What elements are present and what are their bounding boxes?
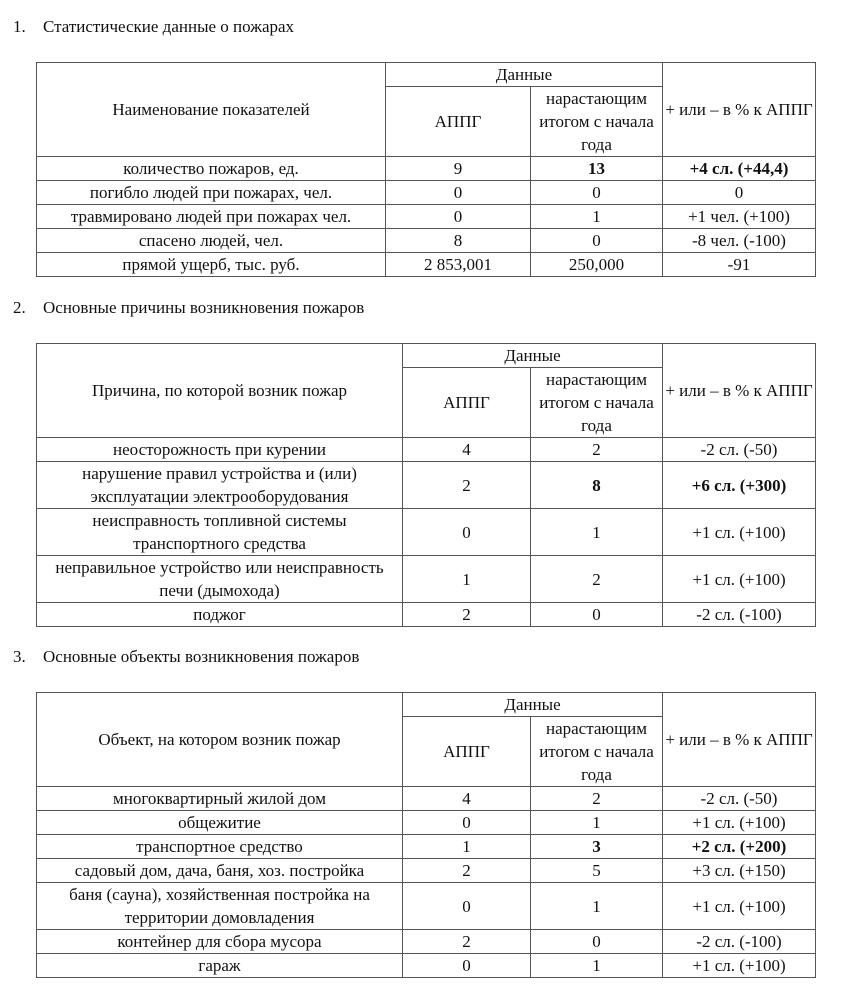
section-1-title <box>13 17 294 37</box>
row-diff: -2 сл. (-100) <box>663 603 816 627</box>
section-title-text: Основные объекты возникновения пожаров <box>43 647 360 666</box>
row-appg: 1 <box>403 556 531 603</box>
table-row <box>37 229 816 253</box>
table-row <box>37 811 816 835</box>
row-diff: -8 чел. (-100) <box>663 229 816 253</box>
row-diff: +2 сл. (+200) <box>663 835 816 859</box>
header-ytd: нарастающим итогом с начала года <box>531 368 663 438</box>
row-label: многоквартирный жилой дом <box>37 787 403 811</box>
row-diff: +1 сл. (+100) <box>663 811 816 835</box>
table-row <box>37 205 816 229</box>
section-number: 2. <box>13 298 26 317</box>
header-data-group: Данные <box>386 63 663 87</box>
row-ytd: 1 <box>531 883 663 930</box>
row-label: неправильное устройство или неисправность печи (дымохода) <box>37 556 403 603</box>
table-row <box>37 930 816 954</box>
row-label: садовый дом, дача, баня, хоз. постройка <box>37 859 403 883</box>
row-ytd: 0 <box>531 930 663 954</box>
row-appg: 2 853,001 <box>386 253 531 277</box>
row-ytd: 0 <box>531 229 663 253</box>
row-ytd: 3 <box>531 835 663 859</box>
row-label: гараж <box>37 954 403 978</box>
table-row <box>37 253 816 277</box>
header-data-group: Данные <box>403 344 663 368</box>
row-appg: 2 <box>403 603 531 627</box>
row-appg: 2 <box>403 859 531 883</box>
row-appg: 0 <box>386 181 531 205</box>
fire-objects-table <box>36 692 816 978</box>
header-appg: АППГ <box>386 87 531 157</box>
table-row <box>37 603 816 627</box>
row-label: нарушение правил устройства и (или) эксплуатации электрооборудования <box>37 462 403 509</box>
section-title-text: Основные причины возникновения пожаров <box>43 298 365 317</box>
row-ytd: 1 <box>531 954 663 978</box>
row-ytd: 2 <box>531 438 663 462</box>
row-appg: 2 <box>403 930 531 954</box>
row-diff: +4 сл. (+44,4) <box>663 157 816 181</box>
header-ytd: нарастающим итогом с начала года <box>531 717 663 787</box>
row-ytd: 1 <box>531 811 663 835</box>
header-diff: + или – в % к АППГ <box>663 63 816 157</box>
table-row <box>37 509 816 556</box>
row-ytd: 8 <box>531 462 663 509</box>
row-diff: 0 <box>663 181 816 205</box>
header-object: Объект, на котором возник пожар <box>37 693 403 787</box>
row-appg: 0 <box>403 954 531 978</box>
table-row <box>37 787 816 811</box>
row-ytd: 1 <box>531 205 663 229</box>
row-appg: 1 <box>403 835 531 859</box>
fire-causes-table <box>36 343 816 627</box>
row-diff: +1 чел. (+100) <box>663 205 816 229</box>
row-appg: 4 <box>403 787 531 811</box>
header-diff: + или – в % к АППГ <box>663 693 816 787</box>
row-label: неисправность топливной системы транспортного средства <box>37 509 403 556</box>
row-ytd: 2 <box>531 556 663 603</box>
row-label: травмировано людей при пожарах чел. <box>37 205 386 229</box>
table-row <box>37 181 816 205</box>
table-row <box>37 157 816 181</box>
row-label: прямой ущерб, тыс. руб. <box>37 253 386 277</box>
row-diff: -2 сл. (-50) <box>663 438 816 462</box>
table-row <box>37 859 816 883</box>
header-cause: Причина, по которой возник пожар <box>37 344 403 438</box>
row-label: погибло людей при пожарах, чел. <box>37 181 386 205</box>
header-ytd: нарастающим итогом с начала года <box>531 87 663 157</box>
header-diff: + или – в % к АППГ <box>663 344 816 438</box>
row-diff: +3 сл. (+150) <box>663 859 816 883</box>
section-number: 3. <box>13 647 26 666</box>
row-appg: 0 <box>403 811 531 835</box>
row-diff: -2 сл. (-50) <box>663 787 816 811</box>
row-diff: -91 <box>663 253 816 277</box>
section-title-text: Статистические данные о пожарах <box>43 17 295 36</box>
row-appg: 8 <box>386 229 531 253</box>
section-3-title <box>13 647 359 667</box>
row-appg: 4 <box>403 438 531 462</box>
row-ytd: 250,000 <box>531 253 663 277</box>
row-appg: 0 <box>403 509 531 556</box>
table-row <box>37 835 816 859</box>
section-number: 1. <box>13 17 26 36</box>
row-appg: 9 <box>386 157 531 181</box>
row-ytd: 0 <box>531 603 663 627</box>
row-label: транспортное средство <box>37 835 403 859</box>
row-ytd: 2 <box>531 787 663 811</box>
row-label: неосторожность при курении <box>37 438 403 462</box>
row-label: контейнер для сбора мусора <box>37 930 403 954</box>
row-diff: -2 сл. (-100) <box>663 930 816 954</box>
header-appg: АППГ <box>403 717 531 787</box>
fire-statistics-table <box>36 62 816 277</box>
row-diff: +1 сл. (+100) <box>663 954 816 978</box>
row-label: баня (сауна), хозяйственная постройка на территории домовладения <box>37 883 403 930</box>
row-label: количество пожаров, ед. <box>37 157 386 181</box>
section-2-title <box>13 298 364 318</box>
row-ytd: 1 <box>531 509 663 556</box>
row-appg: 2 <box>403 462 531 509</box>
header-appg: АППГ <box>403 368 531 438</box>
row-diff: +6 сл. (+300) <box>663 462 816 509</box>
row-label: поджог <box>37 603 403 627</box>
table-row <box>37 438 816 462</box>
row-ytd: 13 <box>531 157 663 181</box>
table-row <box>37 462 816 509</box>
row-diff: +1 сл. (+100) <box>663 556 816 603</box>
row-diff: +1 сл. (+100) <box>663 509 816 556</box>
header-data-group: Данные <box>403 693 663 717</box>
table-row <box>37 556 816 603</box>
table-row <box>37 954 816 978</box>
row-ytd: 0 <box>531 181 663 205</box>
row-appg: 0 <box>386 205 531 229</box>
row-ytd: 5 <box>531 859 663 883</box>
table-row <box>37 883 816 930</box>
row-label: спасено людей, чел. <box>37 229 386 253</box>
header-indicator-name: Наименование показателей <box>37 63 386 157</box>
row-appg: 0 <box>403 883 531 930</box>
row-label: общежитие <box>37 811 403 835</box>
row-diff: +1 сл. (+100) <box>663 883 816 930</box>
